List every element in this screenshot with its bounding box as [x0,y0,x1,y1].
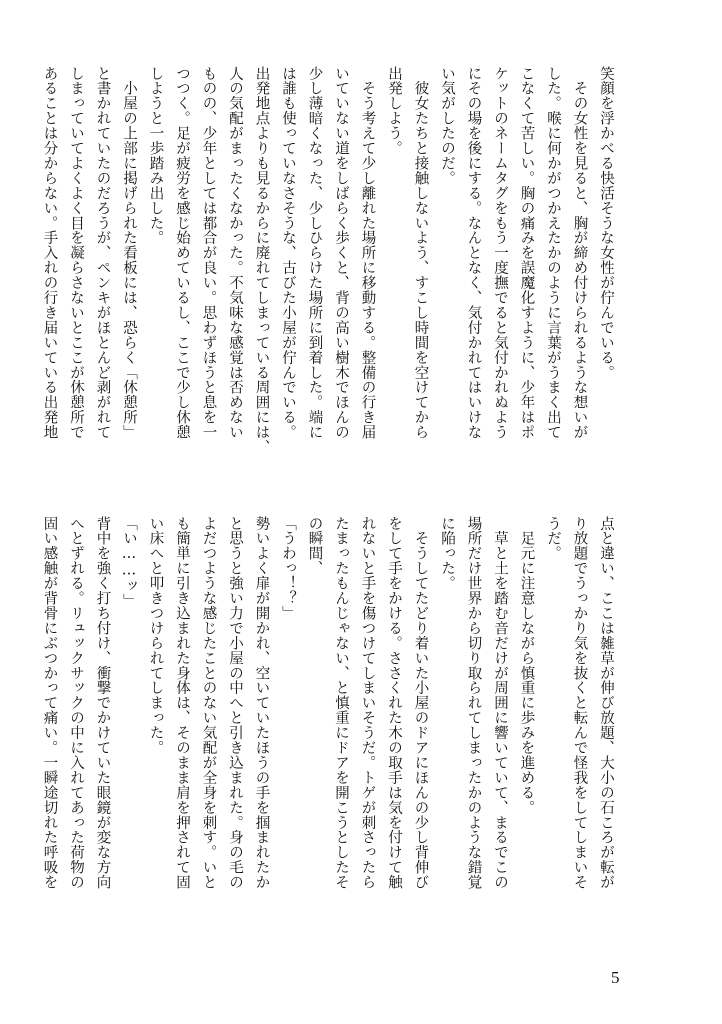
text-line: その女性を見ると、胸が締め付けられるような想いが [571,66,588,440]
text-line: 固い感触が背骨にぶつかって痛い。一瞬途切れた呼吸を [41,516,58,890]
text-line: も簡単に引き込まれた身体は、そのまま肩を押されて固 [174,516,190,890]
text-line: あることは分からない。手入れの行き届いている出発地 [41,66,58,440]
text-line: へとずれる。リュックサックの中に入れてあった荷物の [68,516,84,890]
text-line: うだ。 [545,516,561,561]
text-line: 「い……ッ」 [121,516,137,609]
text-line: つつく。足が疲労を感じ始めているし、ここで少し休憩 [174,66,190,440]
text-line: そうしてたどり着いた小屋のドアにほんの少し背伸び [412,516,429,890]
text-line: 出発しよう。 [386,66,402,156]
text-line: いていない道をしばらく歩くと、背の高い樹木でほんの [333,66,349,440]
text-line: をして手をかける。ささくれた木の取手は気を付けて触 [386,516,402,890]
text-block-top [41,66,619,506]
text-line: 足元に注意しながら慎重に歩みを進める。 [518,516,535,815]
text-line: よだつような感じたことのない気配が全身を刺す。いと [200,516,217,890]
text-line: 「うわっ！？」 [280,516,296,621]
text-line: 草と土を踏む音だけが周囲に響いていて、まるでこの [492,516,508,890]
text-line: 出発地点よりも見るからに廃れてしまっている周囲には、 [253,66,270,455]
text-line: しようと一歩踏み出した。 [147,66,164,246]
text-line: たまったもんじゃない、と慎重にドアを開こうとしたそ [333,516,349,890]
text-line: ケットのネームタグをもう一度撫でると気付かれぬよう [492,66,508,440]
text-line: の瞬間、 [306,516,323,576]
text-line: にその場を後にする。なんとなく、気付かれてはいけな [465,66,482,440]
text-block-bottom [41,516,619,961]
text-line: 彼女たちと接触しないよう、すこし時間を空けてから [412,66,429,440]
text-line: 小屋の上部に掲げられた看板には、恐らく「休憩所」 [121,66,137,440]
text-line: と思うと強い力で小屋の中へと引き込まれた。身の毛の [227,516,243,890]
text-line: ものの、少年としては都合が良い。思わずほうと息を一 [200,66,217,440]
text-line: 少し薄暗くなった、少しひらけた場所に到着した。端に [306,66,323,440]
text-line: こなくて苦しい。胸の痛みを誤魔化すように、少年はポ [518,66,535,440]
text-line: い床へと叩きつけられてしまった。 [147,516,164,756]
text-line: した。喉に何かがつかえたかのように言葉がうまく出て [545,66,561,440]
text-line: れないと手を傷つけてしまいそうだ。トゲが刺さったら [359,516,376,890]
text-line: 笑顔を浮かべる快活そうな女性が佇んでいる。 [598,66,614,380]
text-line: そう考えて少し離れた場所に移動する。整備の行き届 [359,66,376,440]
text-line: と書かれていたのだろうが、ペンキがほとんど剥がれて [94,66,111,440]
page-number: 5 [611,968,620,987]
text-line: しまっていてよくよく目を凝らさないとここが休憩所で [68,66,84,440]
text-line: 人の気配がまったくなかった。不気味な感覚は否めない [227,66,243,440]
text-line: は誰も使っていなさそうな、古びた小屋が佇んでいる。 [280,66,296,440]
text-line: に陥った。 [439,516,455,591]
text-line: 場所だけ世界から切り取られてしまったかのような錯覚 [465,516,482,890]
text-line: り放題でうっかり気を抜くと転んで怪我をしてしまいそ [571,516,588,890]
text-line: い気がしたのだ。 [439,66,455,186]
text-line: 点と違い、ここは雑草が伸び放題、大小の石ころが転が [598,516,614,890]
text-line: 背中を強く打ち付け、衝撃でかけていた眼鏡が変な方向 [94,516,111,890]
text-line: 勢いよく扉が開かれ、空いていたほうの手を掴まれたか [253,516,270,890]
